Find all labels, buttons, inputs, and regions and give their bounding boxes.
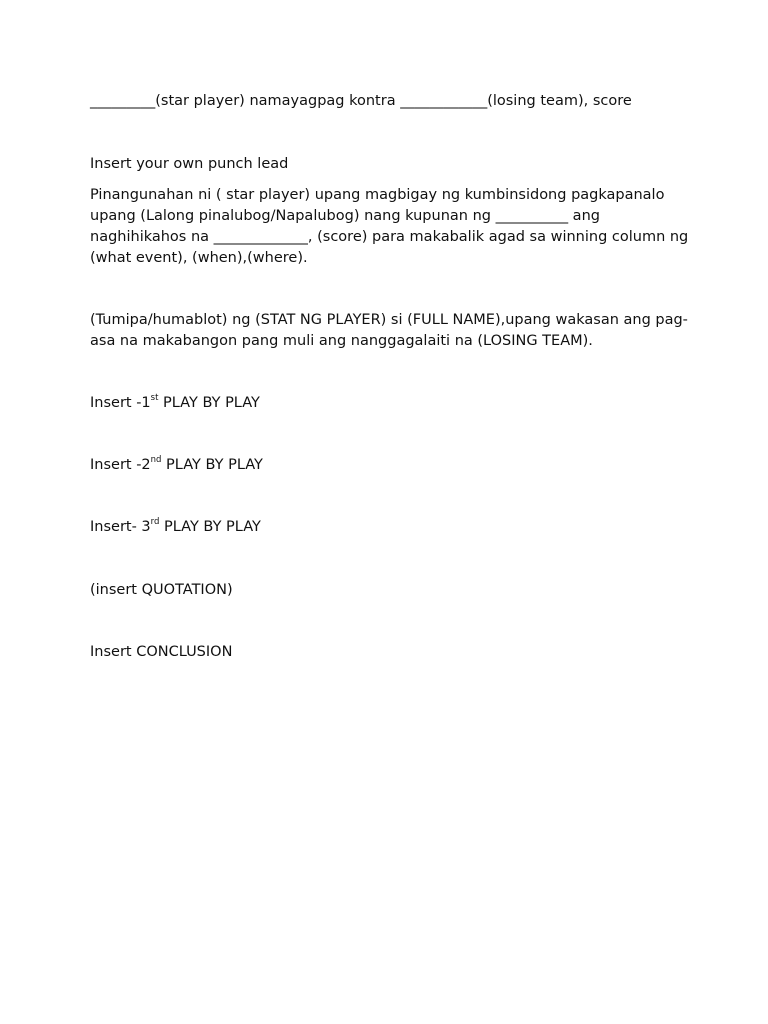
- punch-lead-placeholder: Insert your own punch lead: [90, 156, 289, 172]
- play-1-prefix: Insert -1: [90, 395, 151, 411]
- play-3-ordinal: rd: [150, 517, 160, 528]
- play-by-play-1: [90, 393, 260, 414]
- play-1-suffix: PLAY BY PLAY: [158, 395, 260, 411]
- stat-paragraph: (Tumipa/humablot) ng (STAT NG PLAYER) si (FULL NAME),upang wakasan ang pag-asa na makabangon pang muli ang nanggagalaiti na (LOSING TEAM).: [90, 312, 688, 349]
- quotation-placeholder: (insert QUOTATION): [90, 582, 233, 598]
- play-3-suffix: PLAY BY PLAY: [159, 519, 261, 535]
- lead-paragraph: Pinangunahan ni ( star player) upang magbigay ng kumbinsidong pagkapanalo upang (Lalong pinalubog/Napalubog) nang kupunan ng __________ ang naghihikahos na _____________, (score) para makabalik agad sa winning column ng (what event), (when),(where).: [90, 187, 689, 266]
- play-1-ordinal: st: [150, 393, 159, 404]
- headline-template: _________(star player) namayagpag kontra ____________(losing team), score: [90, 93, 632, 109]
- play-by-play-2: [90, 455, 263, 476]
- play-2-prefix: Insert -2: [90, 457, 151, 473]
- play-3-prefix: Insert- 3: [90, 519, 151, 535]
- conclusion-placeholder: Insert CONCLUSION: [90, 644, 233, 660]
- play-2-ordinal: nd: [150, 455, 162, 466]
- play-2-suffix: PLAY BY PLAY: [161, 457, 263, 473]
- play-by-play-3: [90, 517, 261, 538]
